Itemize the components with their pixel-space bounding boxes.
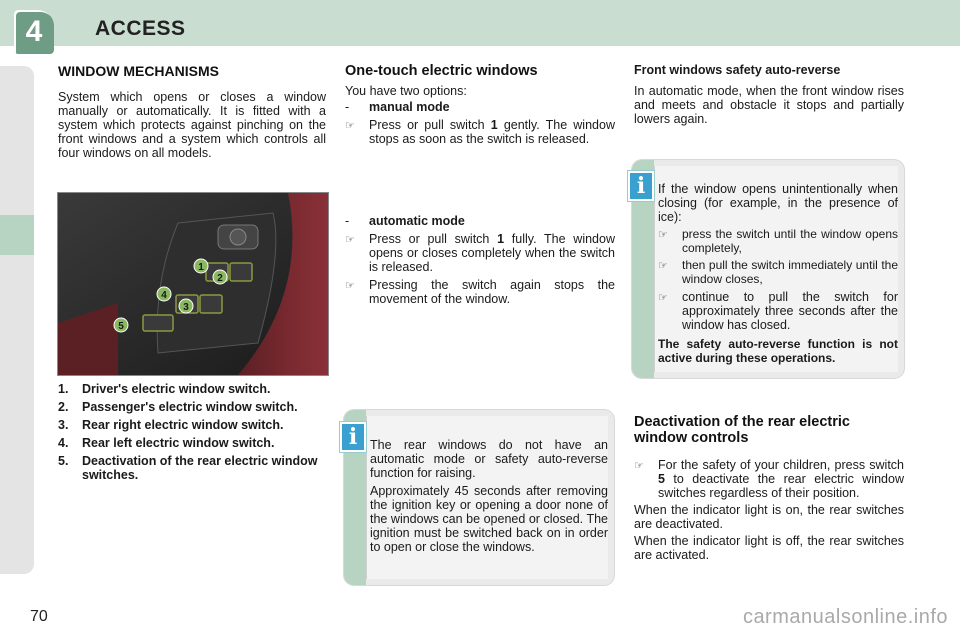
callout-2: 2 (217, 273, 223, 284)
chapter-number: 4 (25, 15, 43, 48)
section-heading-one-touch: One-touch electric windows (345, 63, 538, 79)
caption-item: 3. Rear right electric window switch. (58, 418, 284, 432)
caption-item: 5. Deactivation of the rear electric window switches. (58, 454, 318, 482)
hand-pointer-icon: ☞ (345, 280, 355, 292)
manual-mode-label: - manual mode (345, 100, 450, 114)
hand-pointer-icon: ☞ (345, 234, 355, 246)
hand-pointer-icon: ☞ (634, 460, 644, 472)
subheading-auto-reverse: Front windows safety auto-reverse (634, 63, 841, 77)
side-margin-accent (0, 215, 34, 255)
deactivation-step: ☞ For the safety of your children, press switch 5 to deactivate the rear electric window switches regardless of their position. (634, 458, 904, 500)
caption-item: 4. Rear left electric window switch. (58, 436, 275, 450)
automatic-mode-step: ☞ Press or pull switch 1 fully. The window opens or closes completely when the switch is released. (345, 232, 615, 274)
chapter-number-tab (14, 10, 54, 54)
auto-reverse-warning: The safety auto-reverse function is not active during these operations. (658, 337, 898, 365)
callout-3: 3 (183, 302, 189, 313)
info-icon: i (340, 422, 366, 452)
options-intro: You have two options: (345, 84, 467, 98)
caption-item: 2. Passenger's electric window switch. (58, 400, 298, 414)
hand-pointer-icon: ☞ (658, 260, 668, 272)
info-icon: i (628, 171, 654, 201)
hand-pointer-icon: ☞ (345, 120, 355, 132)
info-step: ☞ press the switch until the window opens completely, (658, 227, 898, 255)
chapter-title: ACCESS (95, 17, 186, 40)
deactivation-block (634, 458, 904, 562)
automatic-mode-label: - automatic mode (345, 214, 465, 228)
page-number: 70 (30, 608, 48, 625)
callout-5: 5 (118, 321, 124, 332)
caption-item: 1. Driver's electric window switch. (58, 382, 271, 396)
automatic-mode-step: ☞ Pressing the switch again stops the movement of the window. (345, 278, 615, 306)
watermark: carmanualsonline.info (742, 606, 948, 628)
auto-reverse-info-text: If the window opens unintentionally when closing (for example, in the presence of ice): ☞ press the switch until the window opens completely, ☞ then pull the switch immediately until the window closes, ☞ continue to pull the switch for approximately three seconds after the window has closed. The safety auto-reverse function is not active during these operations. (658, 182, 898, 365)
callout-4: 4 (161, 290, 167, 301)
switch-caption-list (58, 382, 328, 486)
hand-pointer-icon: ☞ (658, 229, 668, 241)
indicator-on-text: When the indicator light is on, the rear switches are deactivated. (634, 503, 904, 531)
section-heading-deactivation: Deactivation of the rear electric window controls (634, 414, 850, 446)
callout-1: 1 (198, 262, 204, 273)
manual-mode-step: ☞ Press or pull switch 1 gently. The window stops as soon as the switch is released. (345, 118, 615, 146)
auto-reverse-paragraph: In automatic mode, when the front window rises and meets and obstacle it stops and partially lowers again. (634, 84, 904, 126)
rear-windows-info-text: The rear windows do not have an automatic mode or safety auto-reverse function for raising. Approximately 45 seconds after removing the ignition key or opening a door none of the windows can be opened or closed. The ignition must be switched back on in order to open or close the windows. (370, 438, 608, 554)
automatic-mode-block (345, 212, 615, 306)
door-panel-illustration (58, 193, 328, 375)
indicator-off-text: When the indicator light is off, the rear switches are activated. (634, 534, 904, 562)
info-step: ☞ then pull the switch immediately until the window closes, (658, 258, 898, 286)
window-switch-photo (57, 192, 329, 376)
info-step: ☞ continue to pull the switch for approximately three seconds after the window has closed. (658, 290, 898, 332)
hand-pointer-icon: ☞ (658, 292, 668, 304)
intro-paragraph: System which opens or closes a window manually or automatically. It is fitted with a system which protects against pinching on the front windows and a system which controls all four windows on all models. (58, 90, 326, 160)
manual-mode-block (345, 84, 615, 146)
section-heading-window-mechanisms: WINDOW MECHANISMS (58, 63, 219, 79)
side-margin-strip (0, 66, 34, 574)
